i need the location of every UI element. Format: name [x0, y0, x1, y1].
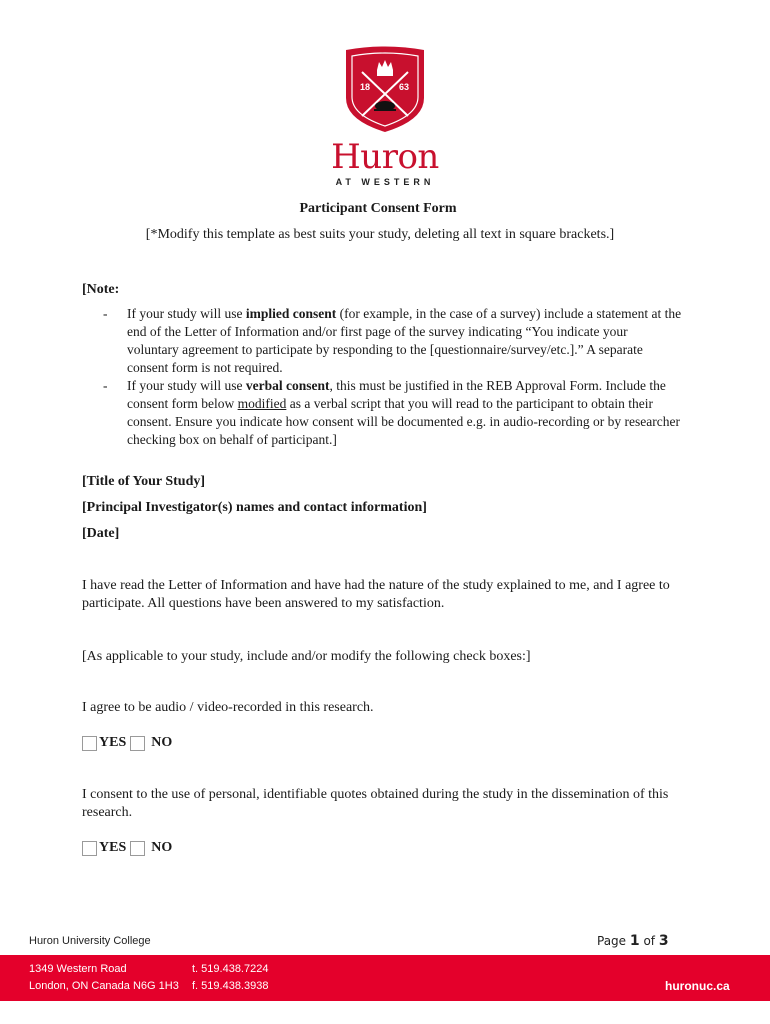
page-number — [597, 933, 669, 949]
study-title: [Title of Your Study] — [82, 474, 206, 489]
agreement-statement: I have read the Letter of Information and have had the nature of the study explained to me, and I agree to participate. All questions have been answered to my satisfaction. — [82, 578, 670, 611]
question-quotes: I consent to the use of personal, identifiable quotes obtained during the study in the dissemination of this research. — [82, 787, 669, 820]
checkbox-instructions: [As applicable to your study, include and/or modify the following check boxes:] — [82, 649, 531, 664]
note-text: If your study will use — [127, 378, 246, 393]
investigators: [Principal Investigator(s) names and contact information] — [82, 500, 427, 515]
yes-label: YES — [99, 735, 127, 750]
quotes-options — [82, 839, 172, 857]
question-recording: I agree to be audio / video-recorded in this research. — [82, 700, 374, 715]
page-total: 3 — [658, 933, 669, 949]
crest-icon — [340, 46, 430, 134]
recording-yes-checkbox[interactable] — [82, 736, 97, 751]
note-list — [82, 305, 682, 449]
page-label: Page — [597, 934, 627, 948]
note-text: If your study will use — [127, 306, 246, 321]
logo-tagline: AT WESTERN — [335, 177, 435, 187]
template-instruction: [*Modify this template as best suits your study, deleting all text in square brackets.] — [145, 227, 615, 242]
address-line1: 1349 Western Road — [29, 963, 127, 975]
note-text: , this must be justified in the REB Approval Form. Include the consent form below — [127, 378, 666, 411]
quotes-yes-checkbox[interactable] — [82, 841, 97, 856]
note-heading: [Note: — [82, 282, 120, 297]
address-line2: London, ON Canada N6G 1H3 — [29, 980, 179, 992]
footer-school-name: Huron University College — [29, 935, 151, 947]
quotes-no-checkbox[interactable] — [130, 841, 145, 856]
website-link[interactable]: huronuc.ca — [665, 979, 730, 993]
date-field: [Date] — [82, 526, 120, 541]
bullet-dash: - — [103, 378, 108, 393]
crest-year-left: 18 — [360, 82, 371, 92]
no-label: NO — [151, 735, 173, 750]
yes-label: YES — [99, 840, 127, 855]
bullet-dash: - — [103, 306, 108, 321]
phone-number: t. 519.438.7224 — [192, 963, 269, 975]
page-title: Participant Consent Form — [299, 201, 457, 216]
note-underlined: modified — [237, 396, 287, 411]
footer-bar — [0, 955, 770, 1001]
note-item-verbal-consent — [82, 377, 682, 449]
page-of: of — [643, 934, 656, 948]
note-emphasis: implied consent — [245, 306, 337, 321]
fax-number: f. 519.438.3938 — [192, 980, 269, 992]
note-text: (for example, in the case of a survey) include a statement at the end of the Letter of Information and/or first page of the survey indicating “You indicate your voluntary agreement to participate by responding to the [questionnaire/survey/etc.].” A separate consent form is not required. — [127, 306, 682, 375]
note-text: as a verbal script that you will read to the participant to obtain their consent. Ensure you indicate how consent will be documented e.g. in audio-recording or by researcher checking box on behalf of participant.] — [127, 396, 680, 447]
note-item-implied-consent — [82, 305, 682, 377]
no-label: NO — [151, 840, 173, 855]
note-emphasis: verbal consent — [245, 378, 330, 393]
recording-options — [82, 734, 172, 752]
logo-wordmark: Huron — [331, 137, 439, 177]
crest-year-right: 63 — [399, 82, 410, 92]
page-current: 1 — [629, 933, 640, 949]
recording-no-checkbox[interactable] — [130, 736, 145, 751]
